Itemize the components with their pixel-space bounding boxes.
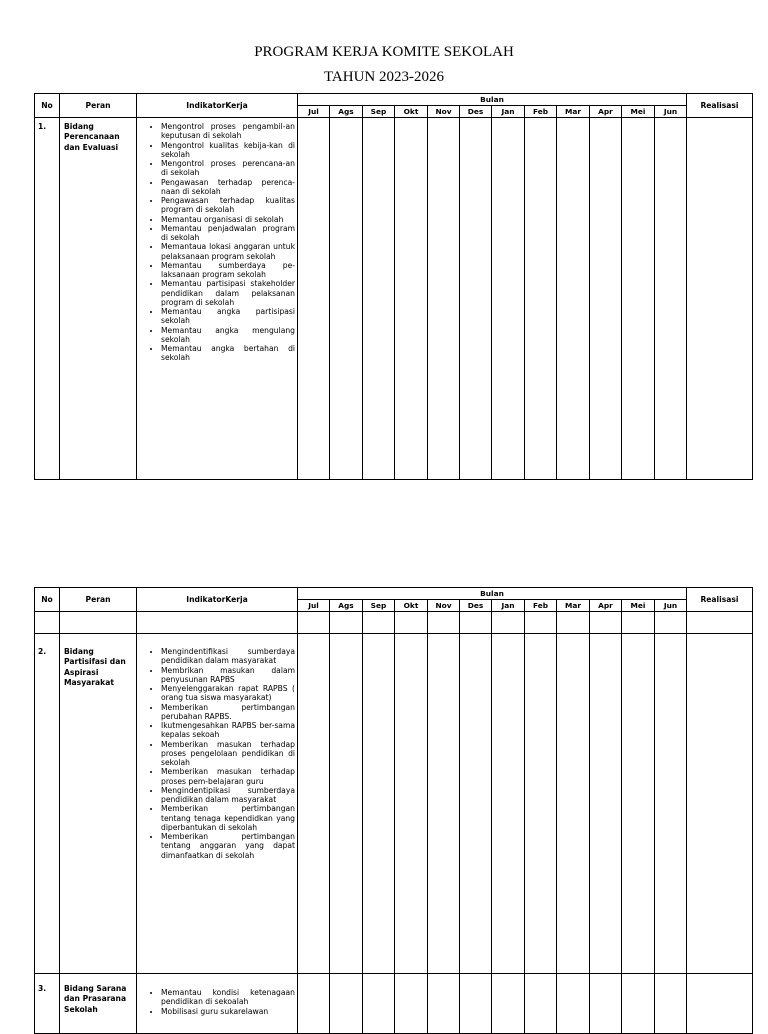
month-header: Mar bbox=[557, 106, 590, 118]
month-header: Okt bbox=[395, 106, 428, 118]
month-cell bbox=[460, 974, 492, 1034]
month-header: Jul bbox=[298, 600, 330, 612]
indicator-item: • Memberikan masukan terhadap proses pem-belajaran guru bbox=[161, 767, 295, 786]
month-header: Jul bbox=[298, 106, 330, 118]
row-peran: Bidang Partisifasi dan Aspirasi Masyarakat bbox=[60, 634, 137, 974]
row-indicators bbox=[137, 974, 298, 1034]
indicator-item: • Memberikan pertimbangan perubahan RAPBS. bbox=[161, 703, 295, 722]
row-number: 3. bbox=[35, 974, 60, 1034]
indicator-item: • Memantau kondisi ketenagaan pendidikan di sekoalah bbox=[161, 988, 295, 1007]
row-indicators bbox=[137, 634, 298, 974]
header-no: No bbox=[35, 588, 60, 612]
document-subtitle: TAHUN 2023-2026 bbox=[323, 69, 445, 85]
indicator-item: • Mengindentifikasi sumberdaya pendidikan dalam masyarakat bbox=[161, 647, 295, 666]
indicator-item: • Mengindentipikasi sumberdaya pendidikan dalam masyarakat bbox=[161, 786, 295, 805]
row-number: 2. bbox=[35, 634, 60, 974]
indicator-item: • Mengontrol kualitas kebija-kan di sekolah bbox=[161, 141, 295, 160]
row-peran: Bidang Sarana dan Prasarana Sekolah bbox=[60, 974, 137, 1034]
month-header: Ags bbox=[330, 600, 363, 612]
month-cell bbox=[590, 634, 622, 974]
month-cell bbox=[557, 974, 590, 1034]
month-cell bbox=[298, 634, 330, 974]
indicator-item: • Memantau angka partisipasi sekolah bbox=[161, 307, 295, 326]
program-table-page-1 bbox=[34, 93, 753, 480]
table-row bbox=[35, 634, 753, 974]
month-cell bbox=[395, 974, 428, 1034]
month-cell bbox=[622, 974, 655, 1034]
month-header: Ags bbox=[330, 106, 363, 118]
table-row bbox=[35, 974, 753, 1034]
month-header: Feb bbox=[525, 106, 557, 118]
month-header: Apr bbox=[590, 106, 622, 118]
realisasi-cell bbox=[687, 118, 753, 480]
month-cell bbox=[525, 634, 557, 974]
month-header: Jun bbox=[655, 106, 687, 118]
month-cell bbox=[557, 634, 590, 974]
month-cell bbox=[655, 634, 687, 974]
indicator-item: • Mengontrol proses perencana-an di sekolah bbox=[161, 159, 295, 178]
indicator-list bbox=[141, 988, 295, 1016]
month-cell bbox=[298, 118, 330, 480]
indicator-item: • Pengawasan terhadap perenca-naan di sekolah bbox=[161, 178, 295, 197]
month-header: Nov bbox=[428, 600, 460, 612]
indicator-item: • Mobilisasi guru sukarelawan bbox=[161, 1007, 295, 1016]
month-header: Jun bbox=[655, 600, 687, 612]
indicator-item: • Memantaua lokasi anggaran untuk pelaksanaan program sekolah bbox=[161, 242, 295, 261]
realisasi-cell bbox=[687, 974, 753, 1034]
indicator-item: • Memberikan pertimbangan tentang tenaga kependidkan yang diperbantukan di sekolah bbox=[161, 804, 295, 832]
indicator-item: • Memantau partisipasi stakeholder pendidikan dalam pelaksanan program di sekolah bbox=[161, 279, 295, 307]
month-header: Okt bbox=[395, 600, 428, 612]
month-header: Jan bbox=[492, 106, 525, 118]
header-indikator: IndikatorKerja bbox=[137, 94, 298, 118]
month-cell bbox=[298, 974, 330, 1034]
month-header: Feb bbox=[525, 600, 557, 612]
indicator-item: • Menyelenggarakan rapat RAPBS ( orang tua siswa masyarakat) bbox=[161, 684, 295, 703]
month-header: Des bbox=[460, 106, 492, 118]
month-cell bbox=[460, 634, 492, 974]
month-cell bbox=[330, 634, 363, 974]
indicator-list bbox=[141, 647, 295, 860]
indicator-list bbox=[141, 122, 295, 363]
month-cell bbox=[428, 974, 460, 1034]
header-realisasi: Realisasi bbox=[687, 588, 753, 612]
indicator-item: • Memantau angka mengulang sekolah bbox=[161, 326, 295, 345]
header-bulan: Bulan bbox=[298, 588, 687, 600]
month-cell bbox=[363, 634, 395, 974]
header-no: No bbox=[35, 94, 60, 118]
month-cell bbox=[525, 974, 557, 1034]
empty-row bbox=[35, 612, 753, 634]
month-header: Jan bbox=[492, 600, 525, 612]
month-cell bbox=[395, 634, 428, 974]
header-realisasi: Realisasi bbox=[687, 94, 753, 118]
month-header: Sep bbox=[363, 106, 395, 118]
indicator-item: • Membrikan masukan dalam penyusunan RAPBS bbox=[161, 666, 295, 685]
month-cell bbox=[492, 974, 525, 1034]
month-cell bbox=[330, 118, 363, 480]
indicator-item: • Memantau angka bertahan di sekolah bbox=[161, 344, 295, 363]
month-cell bbox=[395, 118, 428, 480]
indicator-item: • Memantau organisasi di sekolah bbox=[161, 215, 295, 224]
month-header: Sep bbox=[363, 600, 395, 612]
indicator-item: • Memberikan masukan terhadap proses pengelolaan pendidikan di sekolah bbox=[161, 740, 295, 768]
month-cell bbox=[363, 974, 395, 1034]
month-cell bbox=[460, 118, 492, 480]
month-header: Mei bbox=[622, 600, 655, 612]
header-bulan: Bulan bbox=[298, 94, 687, 106]
month-header: Des bbox=[460, 600, 492, 612]
month-header: Mar bbox=[557, 600, 590, 612]
month-cell bbox=[428, 118, 460, 480]
realisasi-cell bbox=[687, 634, 753, 974]
row-indicators bbox=[137, 118, 298, 480]
header-peran: Peran bbox=[60, 588, 137, 612]
month-cell bbox=[622, 634, 655, 974]
indicator-item: • Mengontrol proses pengambil-an keputusan di sekolah bbox=[161, 122, 295, 141]
month-cell bbox=[655, 974, 687, 1034]
month-cell bbox=[622, 118, 655, 480]
month-cell bbox=[590, 974, 622, 1034]
document-title: PROGRAM KERJA KOMITE SEKOLAH bbox=[254, 44, 514, 60]
row-number: 1. bbox=[35, 118, 60, 480]
table-row bbox=[35, 118, 753, 480]
month-header: Mei bbox=[622, 106, 655, 118]
month-header: Nov bbox=[428, 106, 460, 118]
header-indikator: IndikatorKerja bbox=[137, 588, 298, 612]
month-cell bbox=[330, 974, 363, 1034]
month-cell bbox=[590, 118, 622, 480]
row-peran: Bidang Perencanaan dan Evaluasi bbox=[60, 118, 137, 480]
header-peran: Peran bbox=[60, 94, 137, 118]
month-cell bbox=[363, 118, 395, 480]
month-cell bbox=[428, 634, 460, 974]
month-cell bbox=[557, 118, 590, 480]
month-cell bbox=[655, 118, 687, 480]
month-cell bbox=[525, 118, 557, 480]
month-header: Apr bbox=[590, 600, 622, 612]
indicator-item: • Pengawasan terhadap kualitas program di sekolah bbox=[161, 196, 295, 215]
program-table-page-2 bbox=[34, 587, 753, 1034]
month-cell bbox=[492, 118, 525, 480]
indicator-item: • Memberikan pertimbangan tentang anggaran yang dapat dimanfaatkan di sekolah bbox=[161, 832, 295, 860]
indicator-item: • Memantau penjadwalan program di sekolah bbox=[161, 224, 295, 243]
indicator-item: • Memantau sumberdaya pe-laksanaan program sekolah bbox=[161, 261, 295, 280]
indicator-item: • Ikutmengesahkan RAPBS ber-sama kepalas sekoah bbox=[161, 721, 295, 740]
month-cell bbox=[492, 634, 525, 974]
